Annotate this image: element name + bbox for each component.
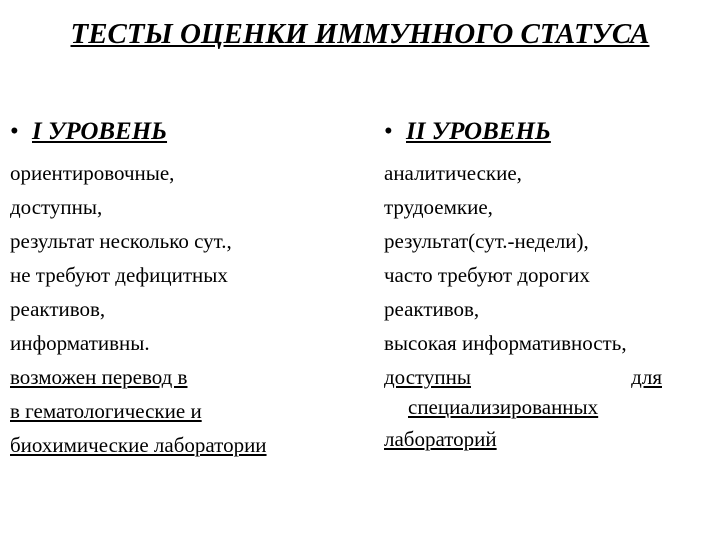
page-title: ТЕСТЫ ОЦЕНКИ ИММУННОГО СТАТУСА xyxy=(70,18,650,50)
level-2-line: аналитические, xyxy=(384,161,522,185)
bullet-icon: • xyxy=(10,118,19,145)
level-1-line: результат несколько сут., xyxy=(10,229,232,253)
level-1-column xyxy=(10,112,340,462)
level-2-line: высокая информативность, xyxy=(384,331,627,355)
level-1-heading xyxy=(10,112,340,156)
level-1-line: ориентировочные, xyxy=(10,161,175,185)
level-2-line: реактивов, xyxy=(384,297,480,321)
level-2-heading xyxy=(384,112,676,156)
level-2-line: трудоемкие, xyxy=(384,195,493,219)
level-2-word: доступны xyxy=(384,365,472,389)
level-1-line: информативны. xyxy=(10,331,150,355)
level-2-line: специализированных xyxy=(408,395,599,419)
level-1-line: реактивов, xyxy=(10,297,106,321)
level-1-heading-text: I УРОВЕНЬ xyxy=(32,118,168,145)
level-1-line: биохимические лаборатории xyxy=(10,433,267,457)
bullet-icon: • xyxy=(384,118,393,145)
level-2-line: результат(сут.-недели), xyxy=(384,229,589,253)
level-2-line: лабораторий xyxy=(384,427,497,451)
level-1-line: в гематологические и xyxy=(10,399,202,423)
level-2-heading-text: II УРОВЕНЬ xyxy=(406,118,551,145)
level-1-line: возможен перевод в xyxy=(10,365,188,389)
level-2-word: для xyxy=(631,365,662,389)
level-2-column xyxy=(384,112,676,456)
level-2-line: часто требуют дорогих xyxy=(384,263,590,287)
level-1-line: не требуют дефицитных xyxy=(10,263,228,287)
level-2-underlined-line xyxy=(384,360,662,394)
level-1-line: доступны, xyxy=(10,195,103,219)
